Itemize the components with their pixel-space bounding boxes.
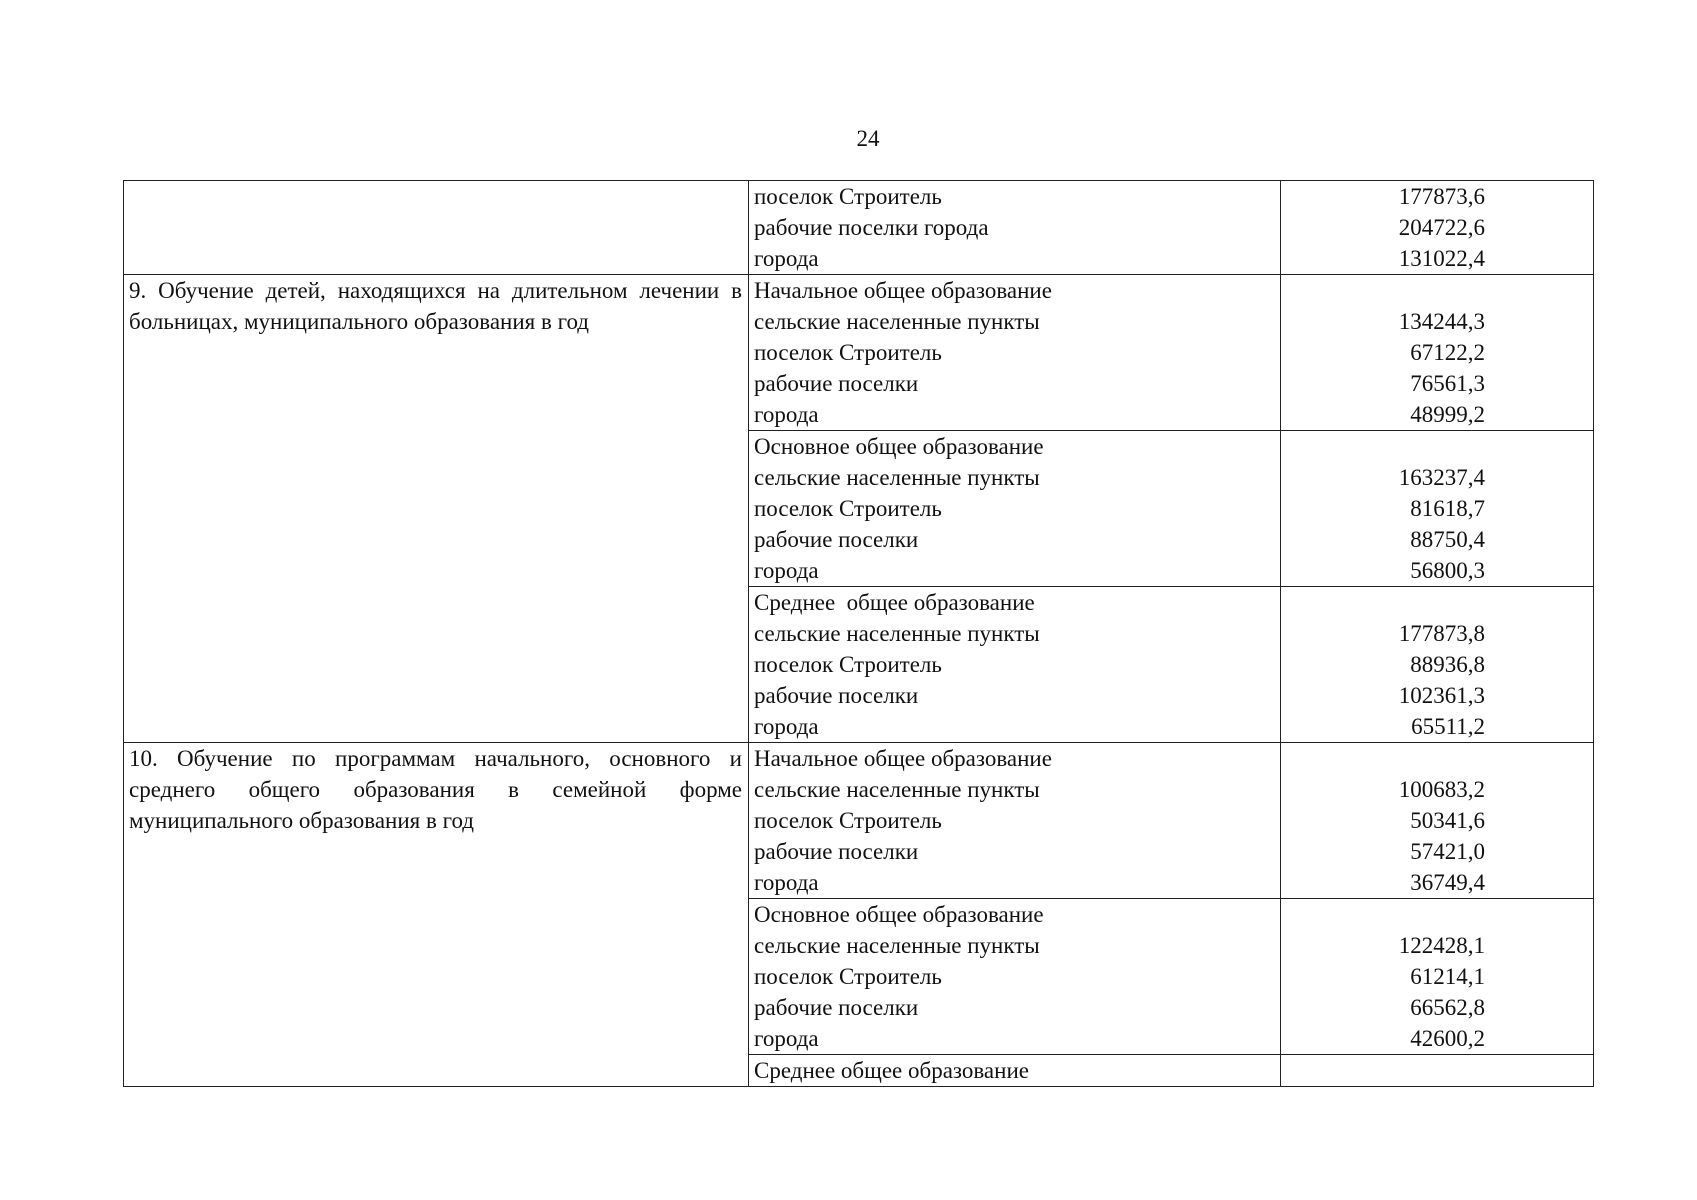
amount-value: 65511,2 (1411, 714, 1485, 739)
settlement-label: рабочие поселки (754, 995, 919, 1020)
settlement-label: сельские населенные пункты (754, 777, 1040, 802)
amount-value: 177873,8 (1398, 621, 1485, 646)
education-level-heading: Среднее общее образование (754, 1058, 1029, 1083)
settlement-label: поселок Строитель (754, 340, 942, 365)
page-number: 24 (856, 126, 880, 151)
values-cell (1281, 587, 1594, 743)
values-cell (1281, 431, 1594, 587)
table-row (124, 181, 1594, 275)
settlement-label: сельские населенные пункты (754, 465, 1040, 490)
labels-cell (749, 181, 1281, 275)
amount-value: 88750,4 (1410, 527, 1485, 552)
settlement-label: поселок Строитель (754, 496, 942, 521)
labels-cell (749, 1055, 1281, 1087)
amount-value: 56800,3 (1410, 558, 1485, 583)
amount-value: 76561,3 (1410, 371, 1485, 396)
settlement-label: города (754, 246, 819, 271)
section-description-cell (124, 743, 749, 1087)
settlement-label: поселок Строитель (754, 964, 942, 989)
settlement-label: города (754, 402, 819, 427)
amount-value: 81618,7 (1410, 496, 1485, 521)
amount-value: 66562,8 (1410, 995, 1485, 1020)
amount-value: 50341,6 (1410, 808, 1485, 833)
education-level-heading: Начальное общее образование (754, 746, 1052, 771)
settlement-label: сельские населенные пункты (754, 309, 1040, 334)
empty-description-cell (124, 181, 749, 275)
section-description-cell (124, 275, 749, 743)
values-cell (1281, 1055, 1594, 1087)
amount-value: 131022,4 (1398, 246, 1485, 271)
settlement-label: города (754, 870, 819, 895)
amount-value: 57421,0 (1410, 839, 1485, 864)
settlement-label: поселок Строитель (754, 184, 942, 209)
table-row (124, 275, 1594, 431)
amount-value: 48999,2 (1410, 402, 1485, 427)
settlement-label: рабочие поселки (754, 527, 919, 552)
settlement-label: рабочие поселки (754, 371, 919, 396)
settlement-label: города (754, 558, 819, 583)
amount-value: 122428,1 (1398, 933, 1485, 958)
education-level-heading: Основное общее образование (754, 434, 1044, 459)
labels-cell (749, 743, 1281, 899)
amount-value: 100683,2 (1398, 777, 1485, 802)
values-cell (1281, 181, 1594, 275)
settlement-label: сельские населенные пункты (754, 933, 1040, 958)
tariff-table (123, 180, 1594, 1087)
settlement-label: рабочие поселки (754, 683, 919, 708)
labels-cell (749, 587, 1281, 743)
education-level-heading: Среднее общее образование (754, 590, 1035, 615)
section-9-description: 9. Обучение детей, находящихся на длительном лечении в больницах, муниципального образования в год (129, 278, 742, 334)
settlement-label: города (754, 1026, 819, 1051)
labels-cell (749, 275, 1281, 431)
amount-value: 204722,6 (1398, 215, 1485, 240)
amount-value: 61214,1 (1410, 964, 1485, 989)
settlement-label: рабочие поселки (754, 839, 919, 864)
amount-value: 177873,6 (1398, 184, 1485, 209)
amount-value: 102361,3 (1398, 683, 1485, 708)
table-row (124, 743, 1594, 899)
values-cell (1281, 743, 1594, 899)
education-level-heading: Основное общее образование (754, 902, 1044, 927)
settlement-label: поселок Строитель (754, 808, 942, 833)
settlement-label: города (754, 714, 819, 739)
labels-cell (749, 899, 1281, 1055)
section-10-description: 10. Обучение по программам начального, основного и среднего общего образования в семейной форме муниципального образования в год (129, 746, 742, 833)
education-level-heading: Начальное общее образование (754, 278, 1052, 303)
settlement-label: сельские населенные пункты (754, 621, 1040, 646)
values-cell (1281, 275, 1594, 431)
amount-value: 134244,3 (1398, 309, 1485, 334)
settlement-label: рабочие поселки города (754, 215, 989, 240)
values-cell (1281, 899, 1594, 1055)
amount-value: 42600,2 (1410, 1026, 1485, 1051)
settlement-label: поселок Строитель (754, 652, 942, 677)
amount-value: 67122,2 (1410, 340, 1485, 365)
labels-cell (749, 431, 1281, 587)
amount-value: 36749,4 (1410, 870, 1485, 895)
amount-value: 163237,4 (1398, 465, 1485, 490)
amount-value: 88936,8 (1410, 652, 1485, 677)
